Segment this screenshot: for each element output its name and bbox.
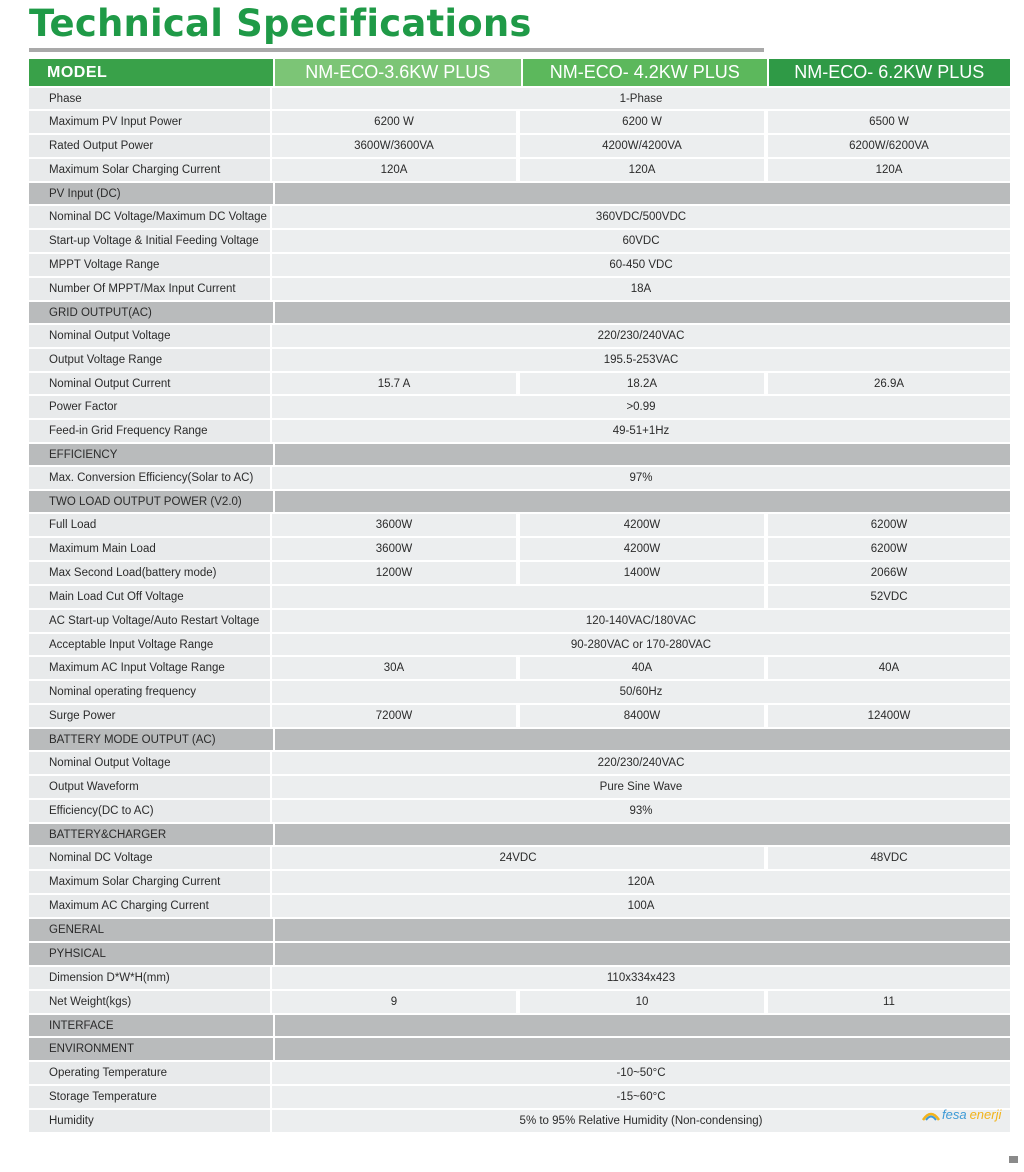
table-row [29, 373, 1010, 394]
row-values [272, 88, 1010, 109]
value-cell: 6500 W [768, 111, 1010, 133]
row-label: Nominal Output Voltage [29, 325, 270, 347]
row-values [272, 538, 1010, 560]
section-label: GENERAL [29, 919, 273, 941]
section-header-row [29, 1015, 1010, 1036]
row-label: Phase [29, 88, 270, 109]
row-label: Max Second Load(battery mode) [29, 562, 270, 584]
value-cell: 18.2A [520, 373, 764, 394]
table-row [29, 610, 1010, 632]
row-label: Storage Temperature [29, 1086, 270, 1108]
section-label: TWO LOAD OUTPUT POWER (V2.0) [29, 491, 273, 512]
sun-icon [921, 1108, 941, 1122]
row-values [272, 847, 1010, 869]
section-header-row [29, 491, 1010, 512]
row-values [272, 467, 1010, 489]
row-label: MPPT Voltage Range [29, 254, 270, 276]
value-cell: 24VDC [272, 847, 764, 869]
table-row [29, 467, 1010, 489]
row-label: Dimension D*W*H(mm) [29, 967, 270, 989]
row-values [272, 373, 1010, 394]
table-row [29, 88, 1010, 109]
value-cell [272, 586, 764, 608]
row-label: Maximum PV Input Power [29, 111, 270, 133]
section-header-row [29, 824, 1010, 845]
row-label: Nominal DC Voltage [29, 847, 270, 869]
row-values [272, 776, 1010, 798]
row-values [272, 967, 1010, 989]
row-values [272, 634, 1010, 655]
table-body [29, 88, 1010, 1132]
table-row [29, 634, 1010, 655]
watermark-text-2: enerji [969, 1107, 1002, 1122]
table-row [29, 657, 1010, 679]
corner-mark [1009, 1156, 1018, 1163]
row-values [272, 871, 1010, 893]
row-values [272, 586, 1010, 608]
row-values [275, 491, 1010, 512]
value-cell: 60VDC [272, 230, 1010, 252]
row-values [275, 943, 1010, 965]
value-cell: 40A [768, 657, 1010, 679]
value-cell: 8400W [520, 705, 764, 727]
value-cell: 3600W [272, 514, 516, 536]
table-row [29, 206, 1010, 228]
row-values [272, 135, 1010, 157]
row-values [272, 895, 1010, 917]
value-cell: 2066W [768, 562, 1010, 584]
row-values [275, 302, 1010, 323]
value-cell: 11 [768, 991, 1010, 1013]
section-label: ENVIRONMENT [29, 1038, 273, 1060]
row-values [272, 254, 1010, 276]
table-row [29, 230, 1010, 252]
value-cell: 4200W/4200VA [520, 135, 764, 157]
value-cell: 60-450 VDC [272, 254, 1010, 276]
row-values [272, 752, 1010, 774]
section-label: GRID OUTPUT(AC) [29, 302, 273, 323]
table-row [29, 254, 1010, 276]
row-values [272, 278, 1010, 300]
value-cell: 26.9A [768, 373, 1010, 394]
section-header-row [29, 302, 1010, 323]
row-values [272, 514, 1010, 536]
value-cell: 120A [520, 159, 764, 181]
row-values [272, 349, 1010, 371]
row-values [275, 444, 1010, 465]
value-cell: 52VDC [768, 586, 1010, 608]
section-header-row [29, 1038, 1010, 1060]
table-row [29, 111, 1010, 133]
row-values [275, 183, 1010, 204]
section-label: INTERFACE [29, 1015, 273, 1036]
value-cell: 4200W [520, 514, 764, 536]
value-cell: 1-Phase [272, 88, 1010, 109]
value-cell: 220/230/240VAC [272, 325, 1010, 347]
row-label: Main Load Cut Off Voltage [29, 586, 270, 608]
value-cell: 4200W [520, 538, 764, 560]
section-header-row [29, 729, 1010, 750]
row-values [272, 1110, 1010, 1132]
value-cell: 360VDC/500VDC [272, 206, 1010, 228]
section-header-row [29, 444, 1010, 465]
table-row [29, 420, 1010, 442]
row-label: Max. Conversion Efficiency(Solar to AC) [29, 467, 270, 489]
table-row [29, 752, 1010, 774]
watermark-logo [921, 1107, 1001, 1122]
row-label: Nominal operating frequency [29, 681, 270, 703]
section-header-row [29, 183, 1010, 204]
row-label: Maximum AC Charging Current [29, 895, 270, 917]
section-header-row [29, 943, 1010, 965]
table-row [29, 514, 1010, 536]
table-row [29, 1086, 1010, 1108]
section-label: EFFICIENCY [29, 444, 273, 465]
row-label: Maximum Solar Charging Current [29, 871, 270, 893]
value-cell: 7200W [272, 705, 516, 727]
row-label: Output Waveform [29, 776, 270, 798]
row-values [272, 396, 1010, 418]
row-label: Output Voltage Range [29, 349, 270, 371]
value-cell: 10 [520, 991, 764, 1013]
table-row [29, 562, 1010, 584]
row-values [272, 325, 1010, 347]
section-label: BATTERY MODE OUTPUT (AC) [29, 729, 273, 750]
row-label: Net Weight(kgs) [29, 991, 270, 1013]
section-header-row [29, 919, 1010, 941]
value-cell: 49-51+1Hz [272, 420, 1010, 442]
value-cell: 6200 W [520, 111, 764, 133]
row-label: AC Start-up Voltage/Auto Restart Voltage [29, 610, 270, 632]
row-values [275, 824, 1010, 845]
watermark-text-1: fesa [942, 1107, 967, 1122]
table-row [29, 349, 1010, 371]
row-label: Nominal Output Voltage [29, 752, 270, 774]
table-row [29, 991, 1010, 1013]
row-label: Maximum Solar Charging Current [29, 159, 270, 181]
table-row [29, 705, 1010, 727]
table-row [29, 325, 1010, 347]
row-label: Humidity [29, 1110, 270, 1132]
table-row [29, 847, 1010, 869]
value-cell: 5% to 95% Relative Humidity (Non-condensing) [272, 1110, 1010, 1132]
row-label: Full Load [29, 514, 270, 536]
section-label: PV Input (DC) [29, 183, 273, 204]
value-cell: >0.99 [272, 396, 1010, 418]
row-label: Nominal DC Voltage/Maximum DC Voltage [29, 206, 270, 228]
value-cell: 120A [272, 871, 1010, 893]
value-cell: 3600W [272, 538, 516, 560]
row-label: Number Of MPPT/Max Input Current [29, 278, 270, 300]
table-row [29, 278, 1010, 300]
row-label: Rated Output Power [29, 135, 270, 157]
value-cell: 93% [272, 800, 1010, 822]
model-3-header: NM-ECO- 6.2KW PLUS [769, 59, 1011, 86]
row-values [272, 610, 1010, 632]
value-cell: Pure Sine Wave [272, 776, 1010, 798]
section-label: BATTERY&CHARGER [29, 824, 273, 845]
table-row [29, 538, 1010, 560]
row-label: Operating Temperature [29, 1062, 270, 1084]
row-values [272, 1062, 1010, 1084]
row-values [272, 705, 1010, 727]
value-cell: 3600W/3600VA [272, 135, 516, 157]
value-cell: 9 [272, 991, 516, 1013]
row-label: Acceptable Input Voltage Range [29, 634, 270, 655]
table-row [29, 1110, 1010, 1132]
value-cell: 12400W [768, 705, 1010, 727]
value-cell: 48VDC [768, 847, 1010, 869]
row-values [272, 800, 1010, 822]
table-row [29, 800, 1010, 822]
row-label: Start-up Voltage & Initial Feeding Voltage [29, 230, 270, 252]
row-label: Feed-in Grid Frequency Range [29, 420, 270, 442]
row-values [272, 159, 1010, 181]
value-cell: 120A [272, 159, 516, 181]
value-cell: -10~50°C [272, 1062, 1010, 1084]
value-cell: 100A [272, 895, 1010, 917]
table-row [29, 871, 1010, 893]
row-values [272, 681, 1010, 703]
row-label: Efficiency(DC to AC) [29, 800, 270, 822]
value-cell: -15~60°C [272, 1086, 1010, 1108]
row-values [275, 729, 1010, 750]
value-cell: 97% [272, 467, 1010, 489]
model-header: MODEL [29, 59, 273, 86]
table-row [29, 586, 1010, 608]
row-values [272, 562, 1010, 584]
value-cell: 120A [768, 159, 1010, 181]
row-label: Power Factor [29, 396, 270, 418]
value-cell: 6200W [768, 514, 1010, 536]
row-label: Nominal Output Current [29, 373, 270, 394]
value-cell: 6200W/6200VA [768, 135, 1010, 157]
row-values [272, 206, 1010, 228]
row-values [272, 991, 1010, 1013]
table-row [29, 159, 1010, 181]
value-cell: 1400W [520, 562, 764, 584]
row-values [272, 1086, 1010, 1108]
page-title: Technical Specifications [29, 2, 532, 45]
row-values [275, 1015, 1010, 1036]
row-values [272, 420, 1010, 442]
value-cell: 30A [272, 657, 516, 679]
section-label: PYHSICAL [29, 943, 273, 965]
value-cell: 50/60Hz [272, 681, 1010, 703]
value-cell: 1200W [272, 562, 516, 584]
table-row [29, 396, 1010, 418]
value-cell: 18A [272, 278, 1010, 300]
value-cell: 195.5-253VAC [272, 349, 1010, 371]
row-values [272, 230, 1010, 252]
table-row [29, 1062, 1010, 1084]
row-label: Surge Power [29, 705, 270, 727]
value-cell: 6200W [768, 538, 1010, 560]
value-cell: 90-280VAC or 170-280VAC [272, 634, 1010, 655]
title-underline [29, 48, 764, 52]
row-label: Maximum Main Load [29, 538, 270, 560]
table-row [29, 967, 1010, 989]
value-cell: 40A [520, 657, 764, 679]
value-cell: 6200 W [272, 111, 516, 133]
table-header [29, 59, 1010, 86]
row-label: Maximum AC Input Voltage Range [29, 657, 270, 679]
spec-table [29, 59, 1010, 1134]
value-cell: 220/230/240VAC [272, 752, 1010, 774]
row-values [272, 111, 1010, 133]
model-1-header: NM-ECO-3.6KW PLUS [275, 59, 521, 86]
value-cell: 110x334x423 [272, 967, 1010, 989]
row-values [272, 657, 1010, 679]
value-cell: 15.7 A [272, 373, 516, 394]
table-row [29, 135, 1010, 157]
row-values [275, 919, 1010, 941]
table-row [29, 681, 1010, 703]
table-row [29, 895, 1010, 917]
value-cell: 120-140VAC/180VAC [272, 610, 1010, 632]
row-values [275, 1038, 1010, 1060]
model-2-header: NM-ECO- 4.2KW PLUS [523, 59, 766, 86]
table-row [29, 776, 1010, 798]
